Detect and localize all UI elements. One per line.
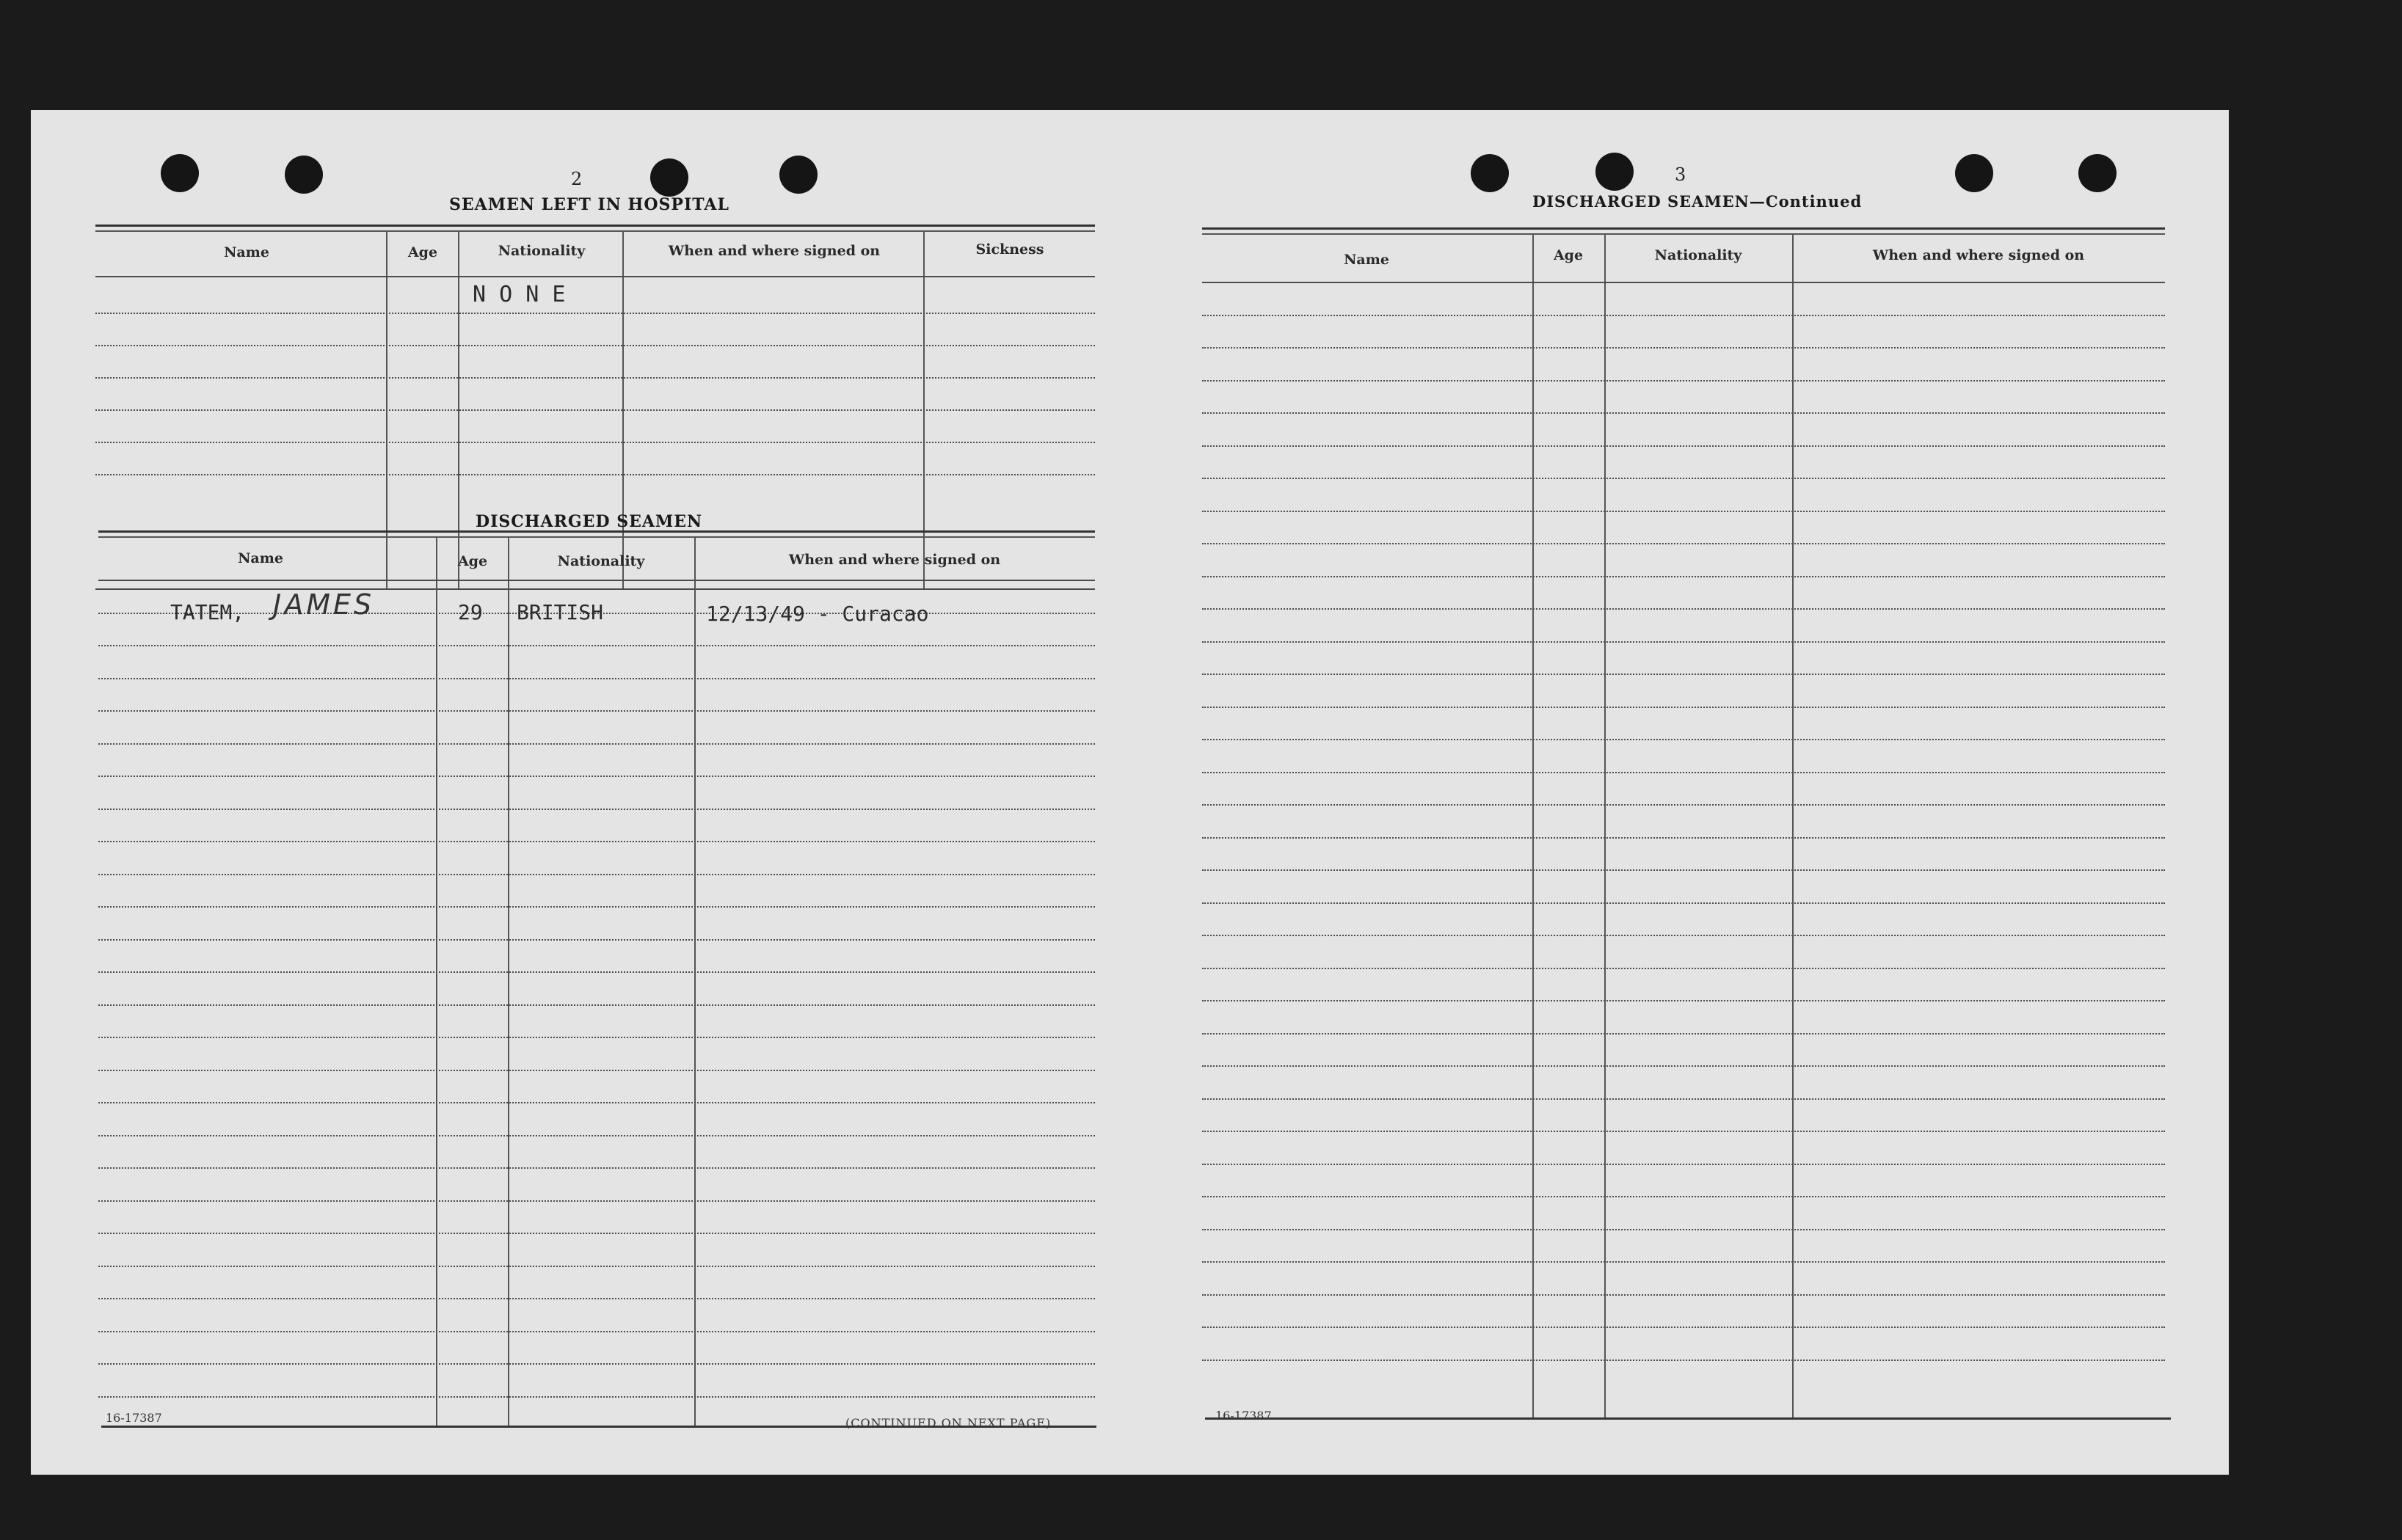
ruled-line — [98, 1331, 1095, 1332]
ruled-line — [1202, 608, 2165, 610]
discharged-col-age: Age — [457, 553, 488, 569]
ruled-line — [98, 841, 1095, 842]
ruled-line — [98, 1200, 1095, 1202]
ruled-line — [98, 1266, 1095, 1267]
ruled-line — [1202, 1000, 2165, 1001]
discharged-row-name-handwritten: JAMES — [273, 588, 375, 621]
ruled-line — [98, 1363, 1095, 1365]
continued-col-nationality: Nationality — [1654, 247, 1742, 263]
discharged-col-signed-on: When and where signed on — [788, 552, 1001, 568]
form-number-right: 16-17387 — [1215, 1409, 1272, 1423]
ruled-line — [1202, 445, 2165, 447]
discharged-section-title: DISCHARGED SEAMEN — [476, 512, 703, 531]
ruled-line — [1202, 1033, 2165, 1034]
ruled-line — [98, 939, 1095, 941]
ruled-line — [1202, 576, 2165, 577]
hospital-col-age: Age — [407, 244, 438, 260]
punch-hole — [1955, 154, 1993, 192]
ruled-line — [98, 710, 1095, 712]
punch-hole — [2078, 154, 2117, 192]
ruled-line — [1202, 739, 2165, 740]
discharged-row-signed-on: 12/13/49 - Curacao — [706, 602, 929, 626]
ruled-line — [1202, 837, 2165, 839]
ruled-line — [98, 1102, 1095, 1103]
discharged-col-nationality: Nationality — [557, 553, 645, 569]
ruled-line — [98, 678, 1095, 679]
ruled-line — [1202, 1098, 2165, 1100]
ruled-line — [98, 580, 1095, 581]
ruled-line — [98, 645, 1095, 646]
discharged-row-age: 29 — [458, 600, 483, 624]
ruled-line — [1202, 412, 2165, 414]
ruled-line — [98, 776, 1095, 777]
ruled-line — [1202, 1164, 2165, 1165]
ruled-line — [1202, 707, 2165, 708]
punch-hole — [1595, 153, 1634, 191]
punch-hole — [779, 156, 818, 194]
punch-hole — [285, 156, 323, 194]
ledger-sheet — [31, 110, 2229, 1475]
ruled-line — [98, 809, 1095, 810]
page-number-left: 2 — [571, 169, 583, 189]
hospital-col-name: Name — [224, 244, 269, 260]
discharged-row-nationality: BRITISH — [517, 600, 604, 624]
ruled-line — [1202, 804, 2165, 806]
ruled-line — [1202, 772, 2165, 773]
ruled-line — [1202, 641, 2165, 643]
discharged-top-rule — [98, 530, 1095, 533]
ruled-line — [98, 1135, 1095, 1136]
hospital-col-signed-on: When and where signed on — [668, 243, 881, 259]
discharged-col-name: Name — [238, 550, 283, 566]
ruled-line — [1202, 1131, 2165, 1132]
ruled-line — [98, 743, 1095, 745]
ruled-line — [98, 1004, 1095, 1006]
discharged-continued-title: DISCHARGED SEAMEN—Continued — [1532, 192, 1863, 211]
ruled-line — [1202, 1294, 2165, 1296]
hospital-col-sickness: Sickness — [975, 241, 1044, 258]
ruled-line — [98, 874, 1095, 875]
ruled-line — [98, 1233, 1095, 1234]
ruled-line — [1202, 511, 2165, 512]
ruled-line — [1202, 1229, 2165, 1230]
ruled-line — [1202, 1261, 2165, 1263]
continued-col-name: Name — [1344, 252, 1389, 268]
ruled-line — [1202, 478, 2165, 479]
continued-col-age: Age — [1553, 247, 1584, 263]
hospital-section-title: SEAMEN LEFT IN HOSPITAL — [449, 195, 729, 214]
ruled-line — [1202, 282, 2165, 283]
ruled-line — [1202, 347, 2165, 348]
ruled-line — [1202, 380, 2165, 382]
ruled-line — [98, 971, 1095, 973]
continued-note: (CONTINUED ON NEXT PAGE) — [845, 1416, 1052, 1430]
hospital-entry-none: N O N E — [473, 282, 566, 307]
ruled-line — [1202, 1196, 2165, 1197]
page-number-right: 3 — [1675, 164, 1686, 185]
punch-hole — [1471, 154, 1509, 192]
punch-hole — [650, 158, 688, 197]
ruled-line — [1202, 674, 2165, 675]
ruled-line — [98, 1037, 1095, 1038]
ruled-line — [1202, 902, 2165, 904]
punch-hole — [161, 154, 199, 192]
ruled-line — [1202, 1065, 2165, 1067]
ruled-line — [98, 1070, 1095, 1071]
hospital-top-rule — [95, 225, 1095, 227]
hospital-col-nationality: Nationality — [498, 243, 586, 259]
continued-col-signed-on: When and where signed on — [1872, 247, 2085, 263]
ruled-line — [1202, 1326, 2165, 1328]
discharged-row-name-typed: TATEM, — [170, 600, 245, 624]
ruled-line — [98, 1396, 1095, 1398]
ruled-line — [98, 906, 1095, 908]
ruled-line — [1202, 935, 2165, 936]
ruled-line — [1202, 315, 2165, 316]
ruled-line — [98, 1298, 1095, 1299]
ruled-line — [1202, 968, 2165, 969]
ruled-line — [1202, 869, 2165, 871]
ruled-line — [1202, 543, 2165, 544]
ruled-line — [98, 1167, 1095, 1169]
ruled-line — [1202, 1360, 2165, 1361]
form-number-left: 16-17387 — [106, 1411, 162, 1425]
